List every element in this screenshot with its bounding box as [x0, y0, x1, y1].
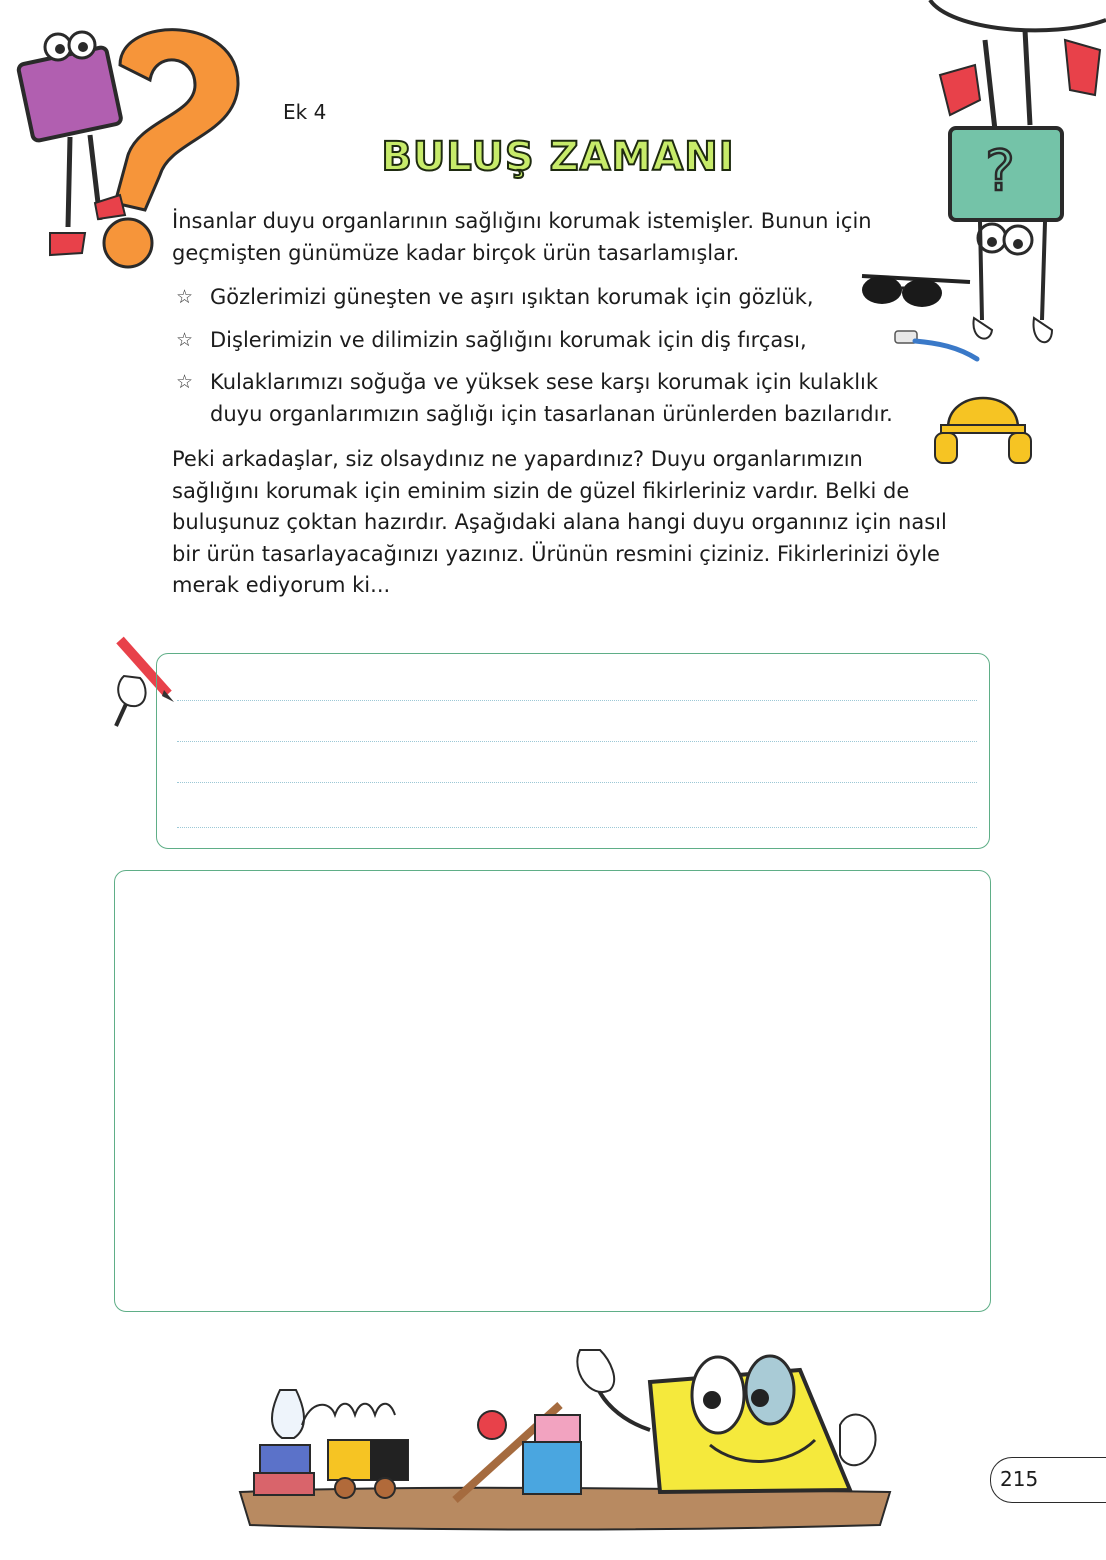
- question-icon: ?: [985, 139, 1015, 204]
- list-item-text: Kulaklarımızı soğuğa ve yüksek sese karşı korumak için kulaklık duyu organlarımızın sağlığı için tasarlanan ürünlerden bazılarıdır.: [210, 370, 893, 426]
- instruction-paragraph: Peki arkadaşlar, siz olsaydınız ne yapardınız? Duyu organlarımızın sağlığını korumak için eminim sizin de güzel fikirleriniz vardır. Belki de buluşunuz çoktan hazırdır. Aşağıdaki alana hangi duyu organınız için nasıl bir ürün tasarlayacağınızı yazınız. Ürünün resmini çiziniz. Fikirlerinizi öyle merak ediyorum ki...: [172, 447, 947, 597]
- list-item: [172, 325, 952, 357]
- star-icon: ☆: [176, 371, 194, 393]
- sunglasses-icon: [860, 268, 975, 313]
- list-item-text: Dişlerimizin ve dilimizin sağlığını korumak için diş fırçası,: [210, 327, 807, 352]
- star-icon: ☆: [176, 328, 194, 351]
- page-title: BULUŞ ZAMANI: [381, 134, 735, 180]
- drawing-area[interactable]: [114, 870, 991, 1312]
- toothbrush-icon: [893, 327, 981, 367]
- writing-area[interactable]: [156, 653, 990, 849]
- star-icon: ☆: [176, 286, 194, 308]
- page-number: 215: [1000, 1467, 1039, 1491]
- question-mark-icon: [115, 30, 238, 210]
- appendix-label: Ek 4: [283, 100, 327, 124]
- writing-line: [177, 700, 977, 701]
- list-item: [172, 367, 936, 430]
- writing-line: [177, 741, 977, 742]
- intro-paragraph: İnsanlar duyu organlarının sağlığını korumak istemişler. Bunun için geçmişten günümüze kadar birçok ürün tasarlamışlar.: [172, 209, 872, 265]
- invention-scene-illustration: [240, 1320, 890, 1550]
- list-item: [172, 282, 952, 314]
- writing-line: [177, 782, 977, 783]
- writing-line: [177, 827, 977, 828]
- list-item-text: Gözlerimizi güneşten ve aşırı ışıktan korumak için gözlük,: [210, 285, 814, 309]
- product-list: [172, 282, 952, 430]
